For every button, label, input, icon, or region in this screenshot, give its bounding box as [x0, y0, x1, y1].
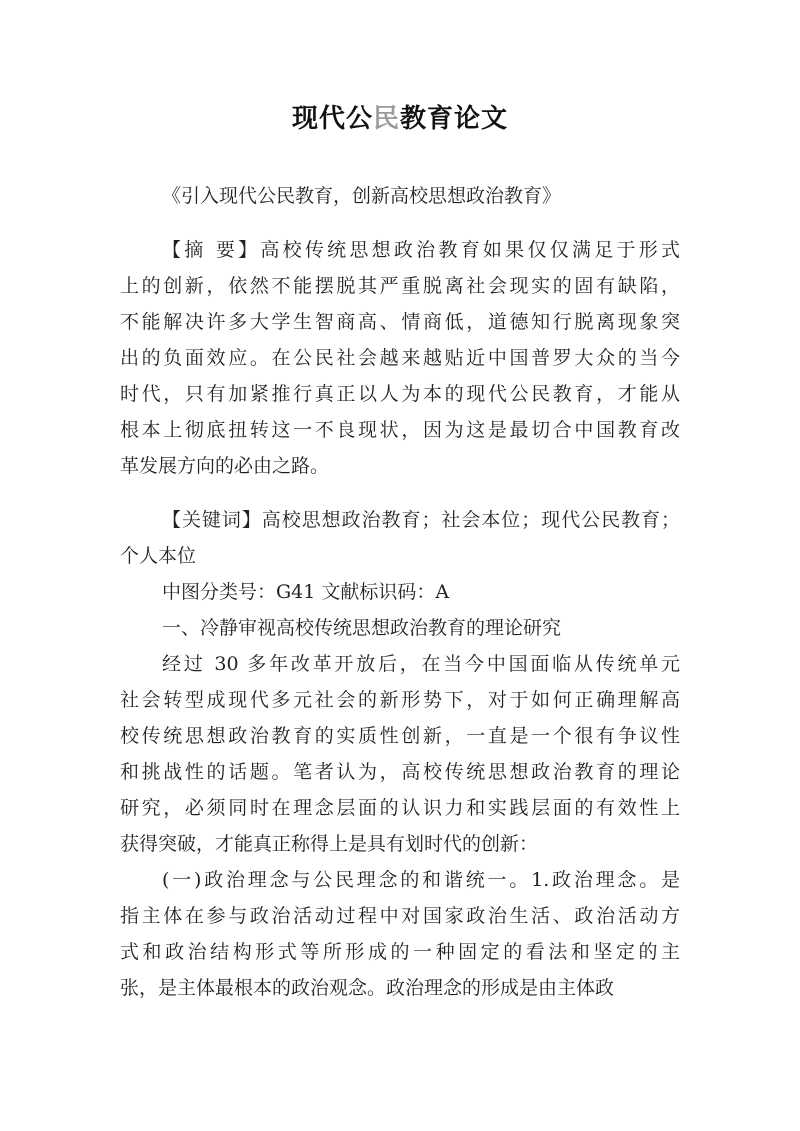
text-line: 研究，必须同时在理念层面的认识力和实践层面的有效性上 [120, 797, 680, 819]
text-line: 《引入现代公民教育，创新高校思想政治教育》 [162, 185, 562, 207]
paragraph [120, 610, 680, 646]
text-line: 时代，只有加紧推行真正以人为本的现代公民教育，才能从 [120, 383, 680, 405]
paragraph [120, 502, 680, 574]
text-line: 指主体在参与政治活动过程中对国家政治生活、政治活动方 [120, 905, 680, 927]
text-line: 和挑战性的话题。笔者认为，高校传统思想政治教育的理论 [120, 761, 680, 783]
title-part: 现代公 [291, 104, 373, 134]
text-line: 不能解决许多大学生智商高、情商低，道德知行脱离现象突 [120, 311, 680, 333]
paragraph [120, 862, 680, 1006]
text-line: 中图分类号：G41 文献标识码：A [162, 581, 450, 603]
text-line: 一、冷静审视高校传统思想政治教育的理论研究 [162, 617, 562, 639]
text-line: 社会转型成现代多元社会的新形势下，对于如何正确理解高 [120, 689, 680, 711]
text-line: (一)政治理念与公民理念的和谐统一。1.政治理念。是 [162, 869, 680, 891]
paragraph [120, 178, 680, 214]
text-line: 革发展方向的必由之路。 [120, 455, 330, 477]
text-line: 个人本位 [120, 545, 197, 567]
text-line: 式和政治结构形式等所形成的一种固定的看法和坚定的主 [120, 941, 680, 963]
paragraph [120, 646, 680, 862]
text-line: 获得突破，才能真正称得上是具有划时代的创新： [120, 833, 539, 855]
text-line: 【摘 要】高校传统思想政治教育如果仅仅满足于形式 [162, 239, 680, 261]
text-line: 【关键词】高校思想政治教育；社会本位；现代公民教育； [162, 509, 680, 531]
paragraph [120, 574, 680, 610]
title-part-faded: 民 [372, 104, 400, 134]
document-title [0, 98, 800, 135]
text-line: 根本上彻底扭转这一不良现状，因为这是最切合中国教育改 [120, 419, 680, 441]
text-line: 上的创新，依然不能摆脱其严重脱离社会现实的固有缺陷， [120, 275, 680, 297]
text-line: 出的负面效应。在公民社会越来越贴近中国普罗大众的当今 [120, 347, 680, 369]
text-line: 张，是主体最根本的政治观念。政治理念的形成是由主体政 [120, 977, 615, 999]
text-line: 经过 30 多年改革开放后，在当今中国面临从传统单元 [162, 653, 680, 675]
paragraph [120, 232, 680, 484]
title-part: 教育论文 [400, 104, 509, 134]
text-line: 校传统思想政治教育的实质性创新，一直是一个很有争议性 [120, 725, 680, 747]
